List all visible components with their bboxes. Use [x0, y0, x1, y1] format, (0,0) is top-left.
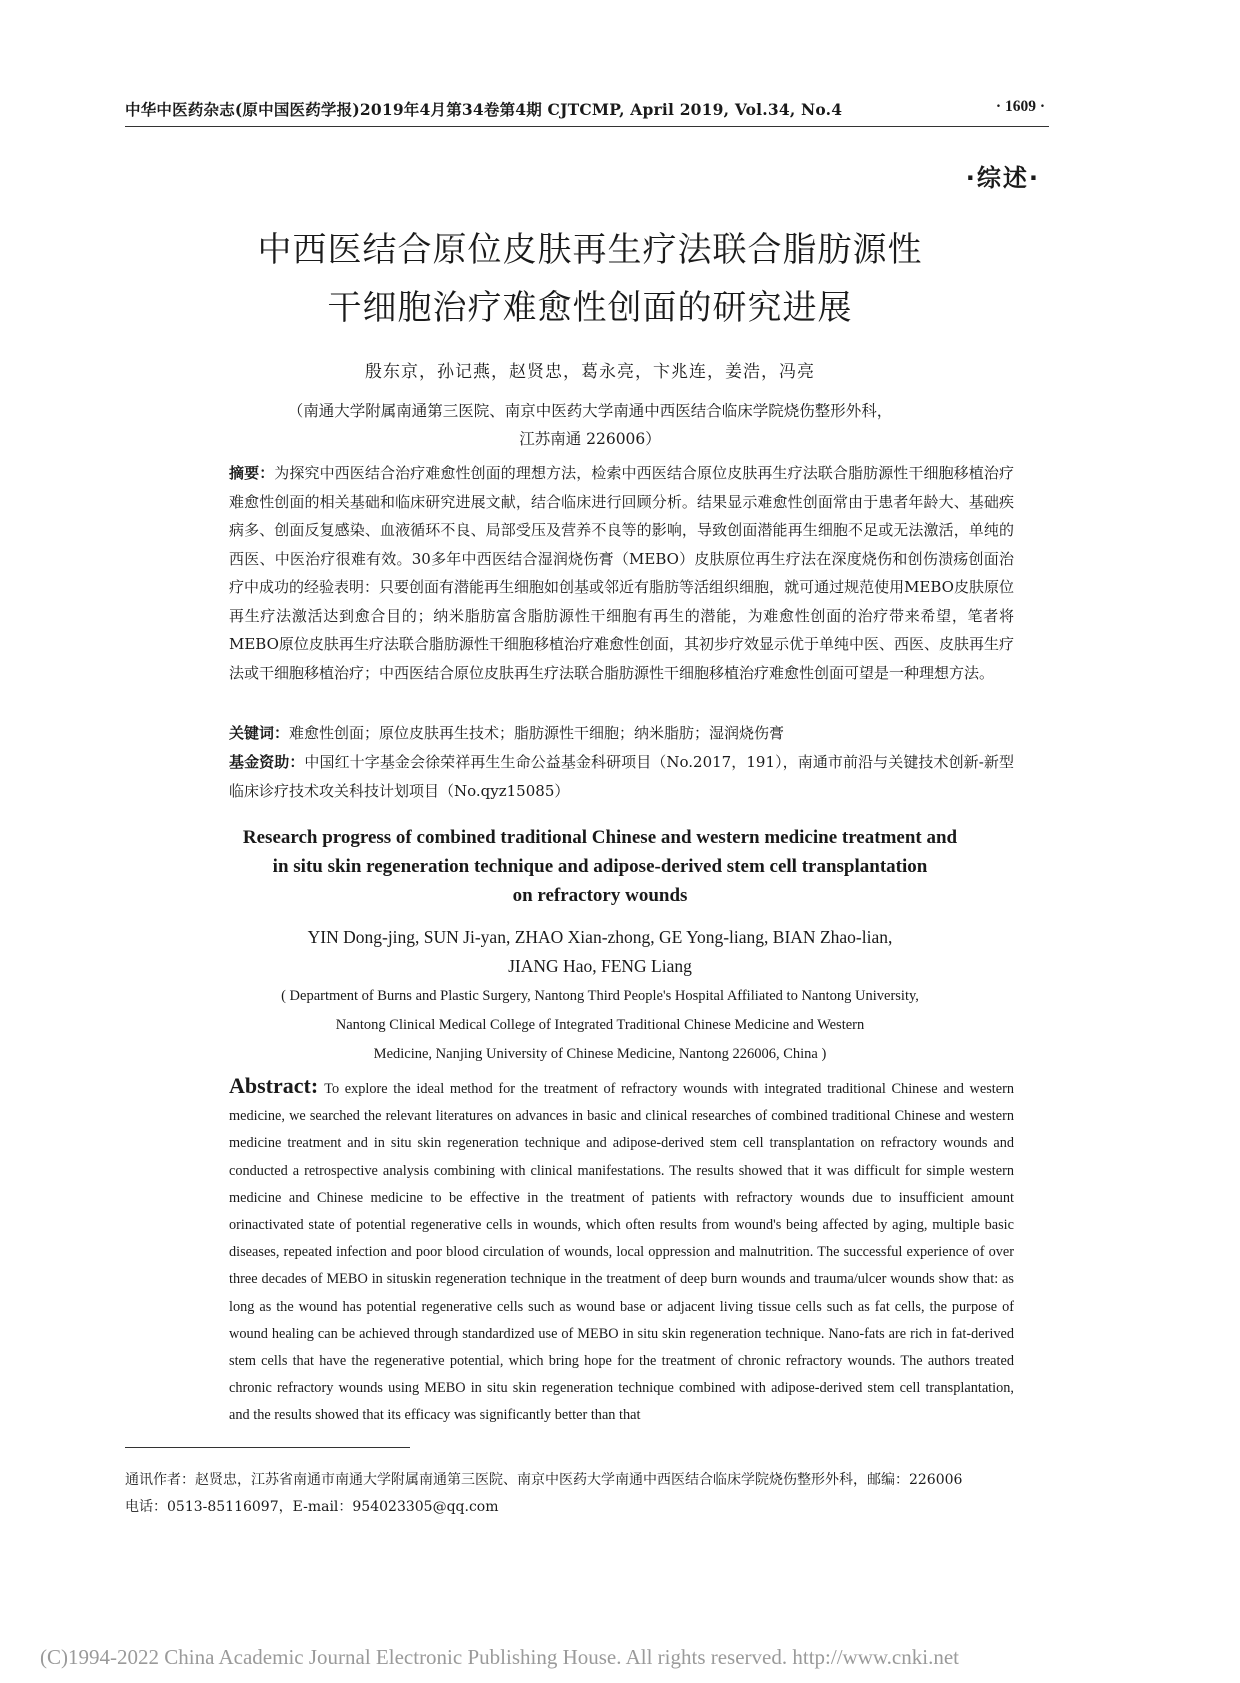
title-en [140, 823, 1060, 910]
affiliation-en [140, 982, 1060, 1069]
keywords-cn-text: 难愈性创面；原位皮肤再生技术；脂肪源性干细胞；纳米脂肪；湿润烧伤膏 [289, 724, 785, 742]
abstract-cn [229, 459, 1014, 687]
funding-cn [229, 748, 1014, 805]
footnote [125, 1467, 1055, 1521]
authors-cn: 殷东京，孙记燕，赵贤忠，葛永亮，卞兆连，姜浩，冯亮 [365, 362, 815, 382]
abstract-en [229, 1072, 1014, 1430]
authors-en-line-2: JIANG Hao, FENG Liang [508, 956, 692, 976]
copyright-notice: (C)1994-2022 China Academic Journal Electronic Publishing House. All rights reserved. http://www.cnki.net [40, 1645, 959, 1669]
authors-en [140, 923, 1060, 981]
footnote-line-1: 通讯作者：赵贤忠，江苏省南通市南通大学附属南通第三医院、南京中医药大学南通中西医结合临床学院烧伤整形外科，邮编：226006 [125, 1472, 963, 1488]
affiliation-en-line-3: Medicine, Nanjing University of Chinese Medicine, Nantong 226006, China ) [373, 1046, 827, 1062]
title-en-line-2: in situ skin regeneration technique and adipose-derived stem cell transplantation [272, 856, 928, 877]
running-header [125, 92, 1049, 127]
keywords-cn [229, 719, 1014, 748]
journal-citation: 中华中医药杂志(原中国医药学报)2019年4月第34卷第4期 CJTCMP, April 2019, Vol.34, No.4 [125, 100, 843, 119]
affiliation-cn-line-2: 江苏南通 226006） [519, 430, 661, 448]
title-cn-line-1: 中西医结合原位皮肤再生疗法联合脂肪源性 [257, 230, 923, 270]
abstract-en-text: To explore the ideal method for the treatment of refractory wounds with integrated traditional Chinese and western medicine, we searched the relevant literatures on advances in basic and clinical researches of combined traditional Chinese and western medicine treatment and in situ skin regeneration technique and adipose-derived stem cell transplantation on refractory wounds and conducted a retrospective analysis combining with clinical manifestations. The results showed that it was difficult for simple western medicine and Chinese medicine to be effective in the treatment of patients with refractory wounds due to insufficient amount orinactivated state of potential regenerative cells in wounds, which often results from wound's being affected by aging, multiple basic diseases, repeated infection and poor blood circulation of wounds, local oppression and malnutrition. The successful experience of over three decades of MEBO in situskin regeneration technique in the treatment of deep burn wounds and trauma/ulcer wounds show that: as long as the wound has potential regenerative cells such as wound base or adjacent living tissue cells such as fat cells, the purpose of wound healing can be achieved through standardized use of MEBO in situ skin regeneration technique. Nano-fats are rich in fat-derived stem cells that have the regenerative potential, which bring hope for the treatment of chronic refractory wounds. The authors treated chronic refractory wounds using MEBO in situ skin regeneration technique combined with adipose-derived stem cell transplantation, and the results showed that its efficacy was significantly better than that [229, 1081, 1014, 1424]
affiliation-en-line-2: Nantong Clinical Medical College of Integrated Traditional Chinese Medicine and Western [335, 1017, 865, 1033]
section-tag: ·综述· [965, 164, 1040, 192]
affiliation-en-line-1: ( Department of Burns and Plastic Surgery, Nantong Third People's Hospital Affiliated to Nantong University, [281, 988, 919, 1004]
affiliation-cn-line-1: （南通大学附属南通第三医院、南京中医药大学南通中西医结合临床学院烧伤整形外科， [287, 402, 893, 420]
authors-en-line-1: YIN Dong-jing, SUN Ji-yan, ZHAO Xian-zhong, GE Yong-liang, BIAN Zhao-lian, [307, 927, 893, 947]
footnote-line-2: 电话：0513-85116097，E-mail：954023305@qq.com [125, 1499, 499, 1515]
funding-cn-label: 基金资助： [229, 753, 305, 771]
footnote-divider [125, 1447, 410, 1448]
title-en-line-3: on refractory wounds [512, 885, 688, 906]
affiliation-cn [180, 397, 1000, 453]
title-en-line-1: Research progress of combined traditional Chinese and western medicine treatment and [242, 827, 958, 848]
abstract-cn-label: 摘要： [229, 464, 275, 482]
abstract-cn-text: 为探究中西医结合治疗难愈性创面的理想方法，检索中西医结合原位皮肤再生疗法联合脂肪源性干细胞移植治疗难愈性创面的相关基础和临床研究进展文献，结合临床进行回顾分析。结果显示难愈性创面常由于患者年龄大、基础疾病多、创面反复感染、血液循环不良、局部受压及营养不良等的影响，导致创面潜能再生细胞不足或无法激活，单纯的西医、中医治疗很难有效。30多年中西医结合湿润烧伤膏（MEBO）皮肤原位再生疗法在深度烧伤和创伤溃疡创面治疗中成功的经验表明：只要创面有潜能再生细胞如创基或邻近有脂肪等活组织细胞，就可通过规范使用MEBO皮肤原位再生疗法激活达到愈合目的；纳米脂肪富含脂肪源性干细胞有再生的潜能，为难愈性创面的治疗带来希望，笔者将MEBO原位皮肤再生疗法联合脂肪源性干细胞移植治疗难愈性创面，其初步疗效显示优于单纯中医、西医、皮肤再生疗法或干细胞移植治疗；中西医结合原位皮肤再生疗法联合脂肪源性干细胞移植治疗难愈性创面可望是一种理想方法。 [229, 464, 1014, 682]
funding-cn-text: 中国红十字基金会徐荣祥再生生命公益基金科研项目（No.2017，191），南通市前沿与关键技术创新-新型临床诊疗技术攻关科技计划项目（No.qyz15085） [229, 753, 1014, 800]
title-cn-line-2: 干细胞治疗难愈性创面的研究进展 [327, 288, 853, 328]
abstract-en-label: Abstract: [229, 1073, 319, 1098]
keywords-cn-label: 关键词： [229, 724, 290, 742]
page-number: · 1609 · [995, 98, 1045, 115]
